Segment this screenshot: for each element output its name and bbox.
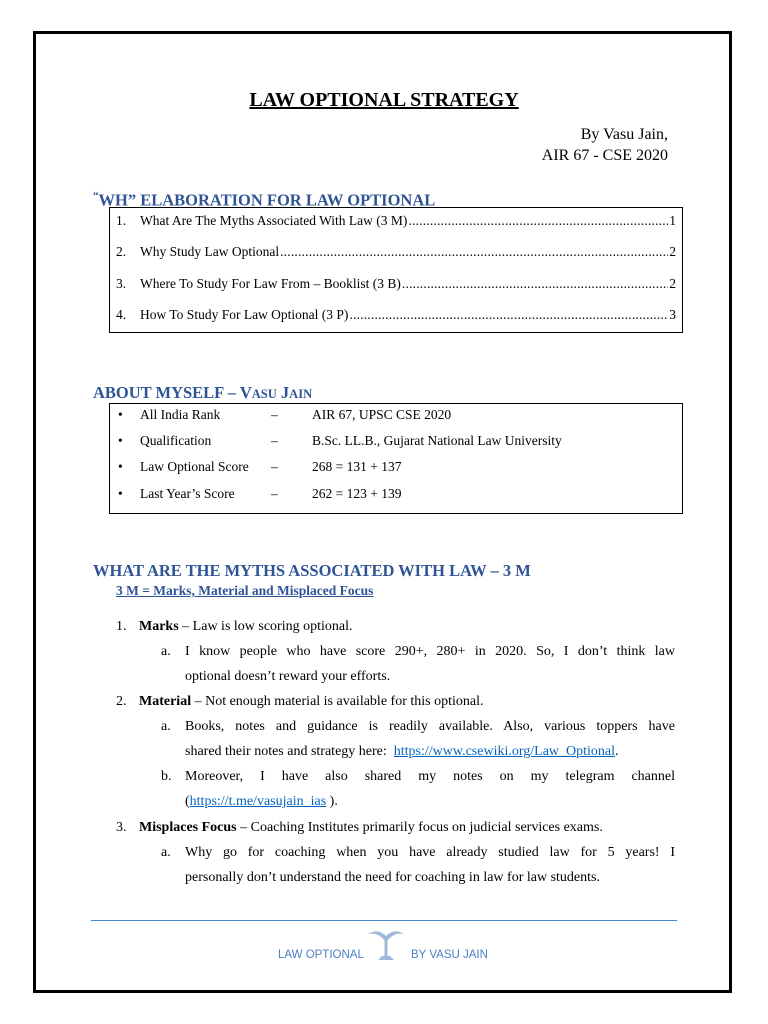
toc-item[interactable] bbox=[116, 276, 676, 292]
bullet-icon: • bbox=[118, 407, 123, 422]
about-value: B.Sc. LL.B., Gujarat National Law University bbox=[312, 433, 562, 448]
wh-heading-text: WH” ELABORATION FOR LAW OPTIONAL bbox=[98, 190, 436, 210]
paragraph-line bbox=[185, 789, 338, 814]
about-label: All India Rank bbox=[140, 407, 221, 422]
paragraph-text: . bbox=[615, 744, 619, 759]
about-value: 268 = 131 + 137 bbox=[312, 459, 402, 474]
document-title: LAW OPTIONAL STRATEGY bbox=[249, 89, 519, 111]
open-quote: “ bbox=[93, 190, 99, 202]
toc-leader-dots bbox=[408, 213, 668, 229]
paragraph-text: ). bbox=[326, 794, 338, 809]
byline-author: By Vasu Jain, bbox=[580, 126, 668, 143]
about-value: AIR 67, UPSC CSE 2020 bbox=[312, 407, 452, 422]
toc-item-number: 1. bbox=[116, 213, 127, 228]
footer-divider bbox=[91, 920, 677, 921]
toc-item-number: 2. bbox=[116, 244, 127, 259]
myths-section-heading: WHAT ARE THE MYTHS ASSOCIATED WITH LAW – 3 M bbox=[93, 561, 531, 580]
byline-rank: AIR 67 - CSE 2020 bbox=[541, 147, 668, 164]
toc-leader-dots bbox=[280, 244, 668, 260]
about-label: Qualification bbox=[140, 433, 212, 448]
toc-item[interactable] bbox=[116, 244, 676, 260]
paragraph-line bbox=[185, 739, 619, 764]
myth-material bbox=[139, 689, 483, 714]
about-dash: – bbox=[271, 486, 278, 501]
paragraph-line: I know people who have score 290+, 280+ in 2020. So, I don’t think law bbox=[185, 644, 675, 659]
about-box bbox=[109, 403, 683, 514]
toc-item-page: 2 bbox=[669, 276, 676, 291]
myth-title: Misplaces Focus bbox=[139, 820, 237, 835]
paragraph-line: Books, notes and guidance is readily available. Also, various toppers have bbox=[185, 719, 675, 734]
toc-item-number: 3. bbox=[116, 276, 127, 291]
about-name-initial: V bbox=[239, 383, 252, 402]
about-value: 262 = 123 + 139 bbox=[312, 486, 402, 501]
myth-title: Material bbox=[139, 694, 192, 709]
list-number: 1. bbox=[116, 619, 127, 634]
myth-marks bbox=[139, 614, 352, 639]
toc-item-label: Where To Study For Law From – Booklist (3 B) bbox=[140, 276, 401, 291]
csewiki-link[interactable]: https://www.csewiki.org/Law_Optional bbox=[393, 744, 616, 759]
about-label: Law Optional Score bbox=[140, 459, 249, 474]
toc-item[interactable] bbox=[116, 307, 676, 323]
about-section-heading bbox=[93, 383, 312, 403]
footer-right-text: BY VASU JAIN bbox=[411, 949, 488, 961]
list-number: 2. bbox=[116, 694, 127, 709]
myth-text: – Law is low scoring optional. bbox=[178, 619, 353, 634]
bullet-icon: • bbox=[118, 433, 123, 448]
list-letter: a. bbox=[161, 845, 171, 860]
paragraph-text: shared their notes and strategy here: bbox=[185, 744, 394, 759]
list-letter: a. bbox=[161, 719, 171, 734]
about-name-smallcaps: ASU bbox=[251, 387, 277, 401]
toc-item-label: How To Study For Law Optional (3 P) bbox=[140, 307, 349, 322]
telegram-link[interactable]: https://t.me/vasujain_ias bbox=[189, 794, 327, 809]
list-number: 3. bbox=[116, 820, 127, 835]
list-letter: a. bbox=[161, 644, 171, 659]
paragraph-line: personally don’t understand the need for coaching in law for law students. bbox=[185, 870, 600, 885]
list-letter: b. bbox=[161, 769, 172, 784]
myth-title: Marks bbox=[139, 619, 179, 634]
toc-item-page: 1 bbox=[669, 213, 676, 228]
myths-subheading: 3 M = Marks, Material and Misplaced Focus bbox=[116, 583, 374, 598]
about-name-initial: J bbox=[280, 383, 290, 402]
toc-item-number: 4. bbox=[116, 307, 127, 322]
toc-item-page: 2 bbox=[669, 244, 676, 259]
paragraph-line: Moreover, I have also shared my notes on my telegram channel bbox=[185, 769, 675, 784]
paragraph-line: optional doesn’t reward your efforts. bbox=[185, 669, 391, 684]
about-label: Last Year’s Score bbox=[140, 486, 235, 501]
footer-left-text: LAW OPTIONAL bbox=[278, 949, 364, 961]
scales-logo-icon bbox=[366, 926, 406, 964]
bullet-icon: • bbox=[118, 486, 123, 501]
toc-leader-dots bbox=[402, 276, 668, 292]
toc-item-label: What Are The Myths Associated With Law (3 M) bbox=[140, 213, 408, 228]
about-name-smallcaps: AIN bbox=[289, 387, 313, 401]
myth-focus bbox=[139, 815, 603, 840]
about-dash: – bbox=[271, 433, 278, 448]
about-dash: – bbox=[271, 407, 278, 422]
myth-text: – Not enough material is available for this optional. bbox=[191, 694, 484, 709]
toc-item[interactable] bbox=[116, 213, 676, 229]
toc-item-page: 3 bbox=[669, 307, 676, 322]
myth-text: – Coaching Institutes primarily focus on judicial services exams. bbox=[236, 820, 603, 835]
toc-item-label: Why Study Law Optional bbox=[140, 244, 280, 259]
toc-leader-dots bbox=[349, 307, 668, 323]
bullet-icon: • bbox=[118, 459, 123, 474]
paragraph-text: ( bbox=[185, 794, 190, 809]
about-dash: – bbox=[271, 459, 278, 474]
about-heading-prefix: ABOUT MYSELF – bbox=[93, 383, 240, 402]
toc-box bbox=[109, 207, 683, 333]
paragraph-line: Why go for coaching when you have already studied law for 5 years! I bbox=[185, 845, 675, 860]
